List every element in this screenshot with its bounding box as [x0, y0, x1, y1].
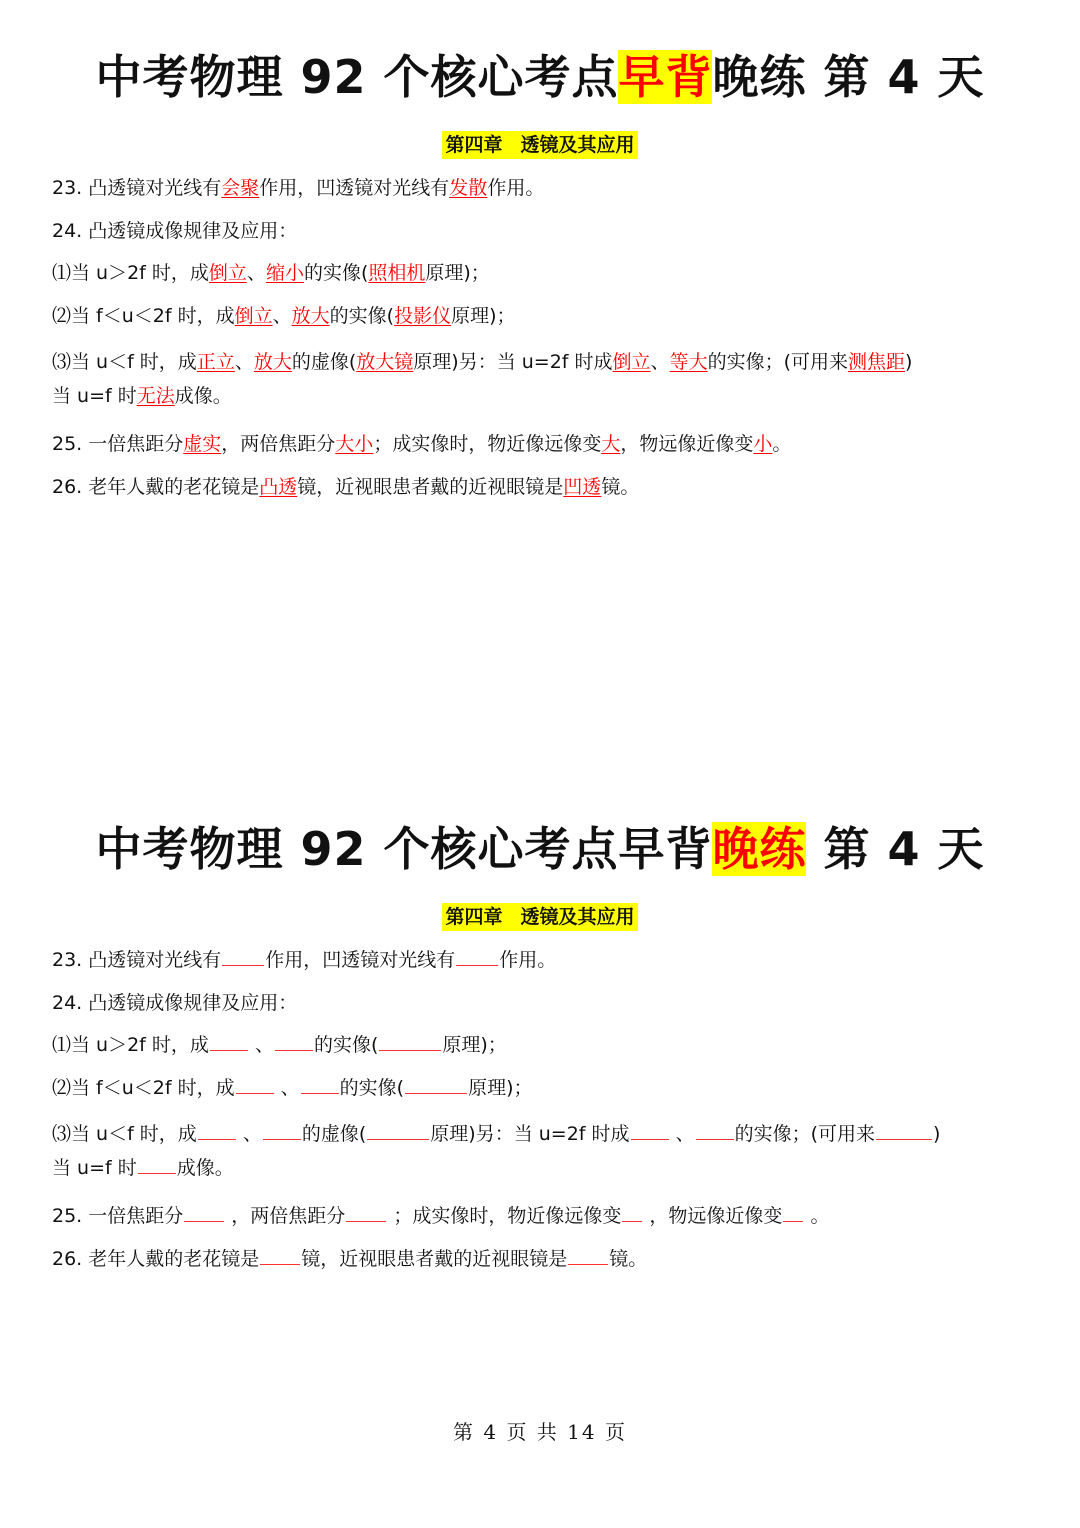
answer-blank[interactable]	[367, 1119, 429, 1140]
question-24-part-3: ⑶当 u＜f 时，成正立、放大的虚像(放大镜原理)另：当 u=2f 时成倒立、等大的实像；(可用来测焦距) 当 u=f 时无法成像。	[52, 351, 913, 407]
answer: 虚实	[183, 433, 222, 455]
question-24: 24. 凸透镜成像规律及应用：	[52, 992, 298, 1014]
question-24-part-2: ⑵当 f＜u＜2f 时，成 、 的实像( 原理)；	[52, 1072, 532, 1104]
answer-blank[interactable]	[379, 1030, 441, 1051]
answer-blank[interactable]	[346, 1201, 386, 1222]
answer: 投影仪	[394, 305, 452, 327]
answer-blank[interactable]	[263, 1119, 301, 1140]
morning-section	[0, 44, 1080, 498]
question-25: 25. 一倍焦距分 ，两倍焦距分 ；成实像时，物近像远像变 ，物远像近像变 。	[52, 1200, 829, 1232]
answer: 大	[601, 433, 621, 455]
answer-blank[interactable]	[568, 1244, 608, 1265]
answer: 缩小	[265, 262, 304, 284]
question-24-part-2: ⑵当 f＜u＜2f 时，成倒立、放大的实像(投影仪原理)；	[52, 305, 516, 327]
answer: 发散	[449, 177, 488, 199]
answer: 无法	[136, 385, 175, 407]
answer-blank[interactable]	[876, 1119, 932, 1140]
answer-blank[interactable]	[260, 1244, 300, 1265]
title-highlight: 晚练	[712, 822, 807, 876]
answer: 等大	[669, 351, 708, 373]
answer-blank[interactable]	[184, 1201, 224, 1222]
chapter-heading: 第四章 透镜及其应用	[442, 131, 637, 159]
answer-blank[interactable]	[696, 1119, 734, 1140]
question-24: 24. 凸透镜成像规律及应用：	[52, 220, 298, 242]
question-26: 26. 老年人戴的老花镜是 镜，近视眼患者戴的近视眼镜是 镜。	[52, 1243, 647, 1275]
answer: 凹透	[563, 476, 602, 498]
answer: 放大	[291, 305, 330, 327]
answer-blank[interactable]	[405, 1073, 467, 1094]
answer: 倒立	[208, 262, 247, 284]
answer: 照相机	[368, 262, 426, 284]
answer: 放大	[253, 351, 292, 373]
question-24-part-1: ⑴当 u＞2f 时，成 、 的实像( 原理)；	[52, 1029, 507, 1061]
answer-blank[interactable]	[631, 1119, 669, 1140]
answer: 大小	[335, 433, 374, 455]
answer-blank[interactable]	[783, 1201, 803, 1222]
answer: 正立	[196, 351, 235, 373]
answer: 倒立	[234, 305, 273, 327]
question-26: 26. 老年人戴的老花镜是凸透镜，近视眼患者戴的近视眼镜是凹透镜。	[52, 476, 640, 498]
answer-blank[interactable]	[456, 945, 498, 966]
answer-blank[interactable]	[236, 1073, 274, 1094]
title-highlight: 早背	[618, 50, 713, 104]
answer: 会聚	[221, 177, 260, 199]
morning-title: 中考物理 92 个核心考点早背晚练 第 4 天	[95, 50, 985, 104]
question-24-part-1: ⑴当 u＞2f 时，成倒立、缩小的实像(照相机原理)；	[52, 262, 490, 284]
answer-blank[interactable]	[222, 945, 264, 966]
answer: 测焦距	[848, 351, 906, 373]
question-25: 25. 一倍焦距分虚实，两倍焦距分大小；成实像时，物近像远像变大，物远像近像变小。	[52, 433, 792, 455]
answer: 倒立	[612, 351, 651, 373]
answer-blank[interactable]	[198, 1119, 236, 1140]
answer-blank[interactable]	[622, 1201, 642, 1222]
answer-blank[interactable]	[301, 1073, 339, 1094]
chapter-heading: 第四章 透镜及其应用	[442, 903, 637, 931]
answer-blank[interactable]	[275, 1030, 313, 1051]
page-footer: 第 4 页 共 14 页	[453, 1420, 627, 1444]
evening-section	[0, 816, 1080, 1270]
answer-blank[interactable]	[138, 1153, 176, 1174]
answer: 凸透	[259, 476, 298, 498]
question-24-part-3: ⑶当 u＜f 时，成 、 的虚像( 原理)另：当 u=2f 时成 、 的实像；(可用来 ) 当 u=f 时 成像。	[52, 1117, 1032, 1185]
question-23: 23. 凸透镜对光线有会聚作用，凹透镜对光线有发散作用。	[52, 177, 545, 199]
answer-blank[interactable]	[210, 1030, 248, 1051]
answer: 放大镜	[356, 351, 414, 373]
answer: 小	[753, 433, 773, 455]
question-23: 23. 凸透镜对光线有 作用，凹透镜对光线有 作用。	[52, 944, 556, 976]
evening-title: 中考物理 92 个核心考点早背晚练 第 4 天	[95, 822, 985, 876]
